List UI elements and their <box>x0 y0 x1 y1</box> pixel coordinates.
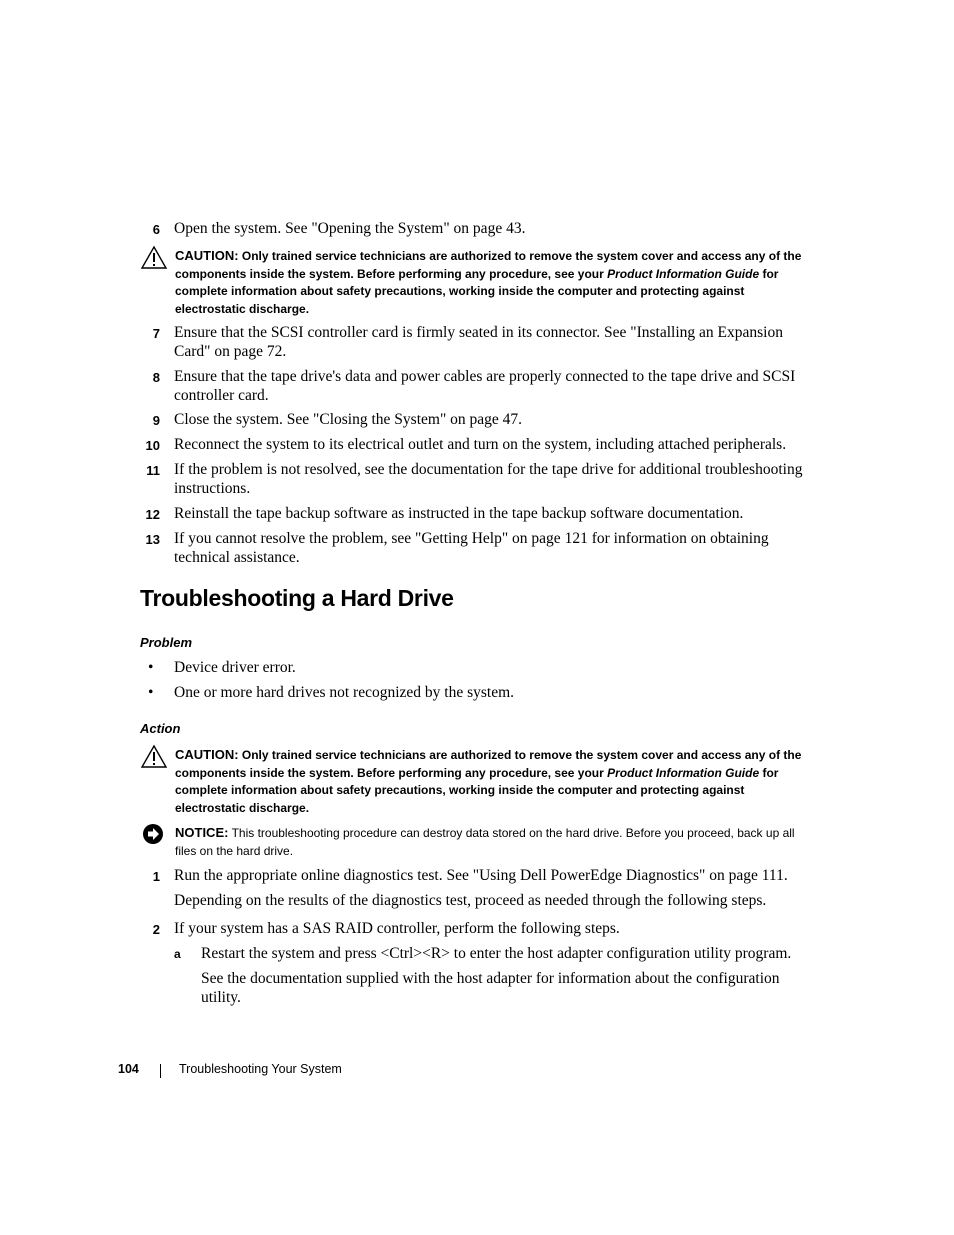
substep-text: Restart the system and press <Ctrl><R> to enter the host adapter configuration utility program. <box>201 945 792 962</box>
guide-title: Product Information Guide <box>607 765 760 780</box>
step-6 <box>140 219 820 238</box>
step-number: 10 <box>145 438 160 453</box>
caution-notice-1 <box>140 247 820 318</box>
step-text: Reinstall the tape backup software as instructed in the tape backup software documentation. <box>174 505 744 522</box>
step-9 <box>140 410 820 429</box>
page-number: 104 <box>118 1062 139 1076</box>
step-13 <box>140 529 820 567</box>
notice-arrow-icon <box>140 822 168 848</box>
bullet-icon: • <box>148 659 154 676</box>
step-text: If you cannot resolve the problem, see "Getting Help" on page 121 for information on obtaining technical assistance. <box>174 530 769 566</box>
step-number: 9 <box>152 413 160 428</box>
caution-triangle-icon <box>140 744 168 770</box>
step-number: 11 <box>146 463 160 478</box>
step-text: Reconnect the system to its electrical outlet and turn on the system, including attached peripherals. <box>174 436 787 453</box>
action-step-1 <box>140 866 820 910</box>
problem-item: • Device driver error. <box>148 659 296 676</box>
step-text: Ensure that the SCSI controller card is firmly seated in its connector. See "Installing an Expansion Card" on page 72. <box>174 324 783 360</box>
page-footer <box>118 1062 342 1076</box>
caution-label: CAUTION: <box>175 747 239 762</box>
substep-a <box>174 944 824 1007</box>
guide-title: Product Information Guide <box>607 266 760 281</box>
notice-box <box>140 824 820 860</box>
substep-followup: See the documentation supplied with the host adapter for information about the configuration utility. <box>201 970 780 1006</box>
chapter-title: Troubleshooting Your System <box>179 1062 342 1076</box>
notice-label: NOTICE: <box>175 825 229 840</box>
step-text: Ensure that the tape drive's data and power cables are properly connected to the tape drive and SCSI controller card. <box>174 368 796 404</box>
step-number: 12 <box>145 507 160 522</box>
action-step-2 <box>140 919 820 938</box>
substep-letter: a <box>174 947 181 961</box>
step-followup: Depending on the results of the diagnostics test, proceed as needed through the following steps. <box>174 892 767 909</box>
caution-notice-2 <box>140 746 820 817</box>
step-text: If your system has a SAS RAID controller, perform the following steps. <box>174 920 620 937</box>
problem-label: Problem <box>140 635 193 650</box>
step-text: Close the system. See "Closing the System" on page 47. <box>174 411 523 428</box>
step-7 <box>140 323 820 361</box>
caution-triangle-icon <box>140 245 168 271</box>
step-11 <box>140 460 820 498</box>
step-10 <box>140 435 820 454</box>
footer-divider <box>160 1064 161 1078</box>
notice-text: NOTICE: This troubleshooting procedure can destroy data stored on the hard drive. Before you proceed, back up all files on the hard drive. <box>175 825 795 858</box>
caution-text: CAUTION: Only trained service technicians are authorized to remove the system cover and access any of the components inside the system. Before performing any procedure, see your Product Information Guide for complete information about safety precautions, working inside the computer and protecting against electrostatic discharge. <box>175 248 802 316</box>
step-8 <box>140 367 820 405</box>
step-number: 7 <box>152 326 160 341</box>
step-text: Open the system. See "Opening the System" on page 43. <box>174 220 526 237</box>
step-number: 13 <box>145 532 160 547</box>
step-number: 1 <box>152 869 160 884</box>
step-number: 6 <box>152 222 160 237</box>
step-number: 2 <box>152 922 160 937</box>
caution-text: CAUTION: Only trained service technicians are authorized to remove the system cover and access any of the components inside the system. Before performing any procedure, see your Product Information Guide for complete information about safety precautions, working inside the computer and protecting against electrostatic discharge. <box>175 747 802 815</box>
action-label: Action <box>140 721 181 736</box>
section-title: Troubleshooting a Hard Drive <box>140 585 454 611</box>
step-text: If the problem is not resolved, see the documentation for the tape drive for additional troubleshooting instructions. <box>174 461 803 497</box>
step-text: Run the appropriate online diagnostics test. See "Using Dell PowerEdge Diagnostics" on page 111. <box>174 867 788 884</box>
step-number: 8 <box>152 370 160 385</box>
problem-item: • One or more hard drives not recognized by the system. <box>148 684 515 701</box>
step-12 <box>140 504 820 523</box>
bullet-icon: • <box>148 684 154 701</box>
caution-label: CAUTION: <box>175 248 239 263</box>
